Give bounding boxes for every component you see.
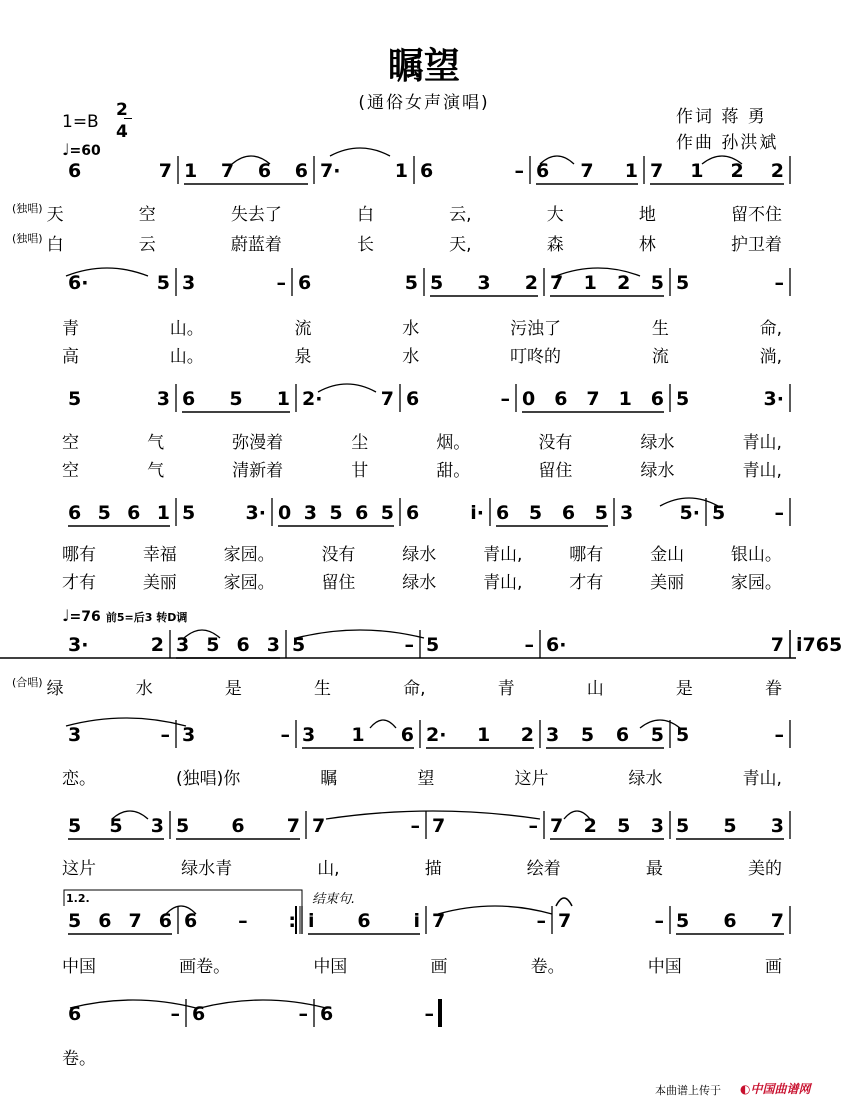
lyric-text: 青 山。 流 水 污浊了 生 命,: [62, 319, 782, 339]
measure-notes: 5 3·: [676, 388, 784, 410]
measure-notes: 6· 7: [546, 634, 784, 656]
measure-notes: 0 3 5 6 5: [278, 502, 394, 524]
slur: [166, 906, 196, 914]
measure-notes: 7 1 2 2: [650, 160, 784, 182]
lyric-text: 才有 美丽 家园。 留住 绿水 青山, 才有 美丽 家园。: [62, 573, 782, 593]
slur: [326, 811, 540, 819]
lyric-text: 空 气 清新着 甘 甜。 留住 绿水 青山,: [62, 461, 782, 481]
voice-tag: (合唱): [12, 676, 43, 689]
time-signature-top: 2: [116, 100, 128, 120]
measure-notes: 6 i·: [406, 502, 484, 524]
measure-notes: 3 5·: [620, 502, 700, 524]
measure-notes: 6 5 6 1: [68, 502, 170, 524]
measure-notes: 5 3: [68, 388, 170, 410]
measure-notes: 5 6 7 6: [68, 910, 172, 932]
slur: [66, 268, 148, 276]
lyric-text: 天 空 失去了 白 云, 大 地 留不住: [46, 205, 782, 225]
measure-notes: 3 5 6 5: [546, 724, 664, 746]
measure-notes: 7 –: [558, 910, 664, 932]
slur: [438, 906, 552, 914]
slur: [184, 630, 220, 638]
measure-notes: 6 5: [298, 272, 418, 294]
ending-label: 结束句.: [312, 892, 356, 907]
quarter-note-icon: ♩: [62, 606, 70, 625]
measure-notes: 5 5 3: [68, 815, 164, 837]
slur: [296, 630, 424, 638]
measure-notes: 7 –: [312, 815, 420, 837]
measure-notes: 6 5 1: [182, 388, 290, 410]
measure-notes: 6 –: [192, 1003, 308, 1025]
lyric-text: 高 山。 泉 水 叮咚的 流 淌,: [62, 347, 782, 367]
measure-notes: 0 6 7 1 6: [522, 388, 664, 410]
measure-notes: 7 –: [432, 815, 538, 837]
measure-notes: i 6 i: [308, 910, 420, 932]
logo-icon: ◐: [740, 1082, 751, 1096]
slur: [564, 811, 590, 819]
measure-notes: 3 1 6: [302, 724, 414, 746]
measure-notes: 3 5 6 3: [176, 634, 280, 656]
measure-notes: 5 6 7: [176, 815, 300, 837]
lyric-text: 哪有 幸福 家园。 没有 绿水 青山, 哪有 金山 银山。: [62, 545, 782, 565]
measure-notes: 6 –: [406, 388, 510, 410]
lyricist-credit: 作词 蒋 勇: [676, 107, 767, 127]
measure-notes: 3 –: [182, 724, 290, 746]
voice-tag: (独唱): [12, 232, 43, 245]
slur: [540, 156, 574, 164]
lyric-text: 中国 画卷。 中国 画 卷。 中国 画: [62, 957, 782, 977]
lyric-text: 卷。: [62, 1049, 96, 1069]
measure-notes: 6 –: [68, 1003, 180, 1025]
measure-notes: 5 –: [292, 634, 414, 656]
measure-notes: 7 –: [432, 910, 546, 932]
measure-notes: 5 6 7: [676, 910, 784, 932]
measure-notes: 5 –: [676, 272, 784, 294]
slur: [200, 1000, 326, 1008]
key-signature: 1=B: [62, 112, 99, 132]
slur: [370, 720, 396, 728]
song-subtitle: (通俗女声演唱): [358, 93, 490, 113]
measure-notes: 5 3 2: [430, 272, 538, 294]
lyric-text: 白 云 蔚蓝着 长 天, 森 林 护卫着: [46, 235, 782, 255]
composer-credit: 作曲 孙洪斌: [676, 133, 779, 153]
time-signature-bottom: 4: [116, 122, 128, 142]
song-title: 瞩望: [387, 46, 460, 87]
measure-notes: 6 7 1: [536, 160, 638, 182]
measure-notes: 6 –: [420, 160, 524, 182]
slur: [640, 720, 680, 728]
measure-notes: 6 – :: [184, 910, 296, 932]
footer-text: 本曲谱上传于: [655, 1084, 721, 1097]
tempo-2-value: =76: [69, 609, 101, 625]
measure-notes: 2· 1 2: [426, 724, 534, 746]
measure-notes: 5 –: [676, 724, 784, 746]
lyric-text: 恋。 (独唱)你 瞩 望 这片 绿水 青山,: [62, 769, 782, 789]
measure-notes: 5 3·: [182, 502, 266, 524]
slur: [556, 268, 640, 276]
measure-notes: 7 1 2 5: [550, 272, 664, 294]
lyric-text: 这片 绿水青 山, 描 绘着 最 美的: [62, 859, 782, 879]
measure-notes: 6 5 6 5: [496, 502, 608, 524]
lyric-text: 空 气 弥漫着 尘 烟。 没有 绿水 青山,: [62, 433, 782, 453]
fermata: [556, 898, 572, 906]
volta-bracket: [64, 890, 302, 906]
measure-notes: 6 7: [68, 160, 172, 182]
slur: [112, 811, 148, 819]
measure-notes: i 7 6 5: [796, 634, 843, 656]
measure-notes: 3 –: [182, 272, 286, 294]
tempo-1-value: =60: [69, 143, 101, 159]
slur: [660, 498, 718, 506]
slur: [66, 718, 186, 726]
measure-notes: 5 –: [426, 634, 534, 656]
volta-label: 1.2.: [66, 892, 90, 905]
measure-notes: 1 7 6 6: [184, 160, 308, 182]
slur: [330, 148, 390, 156]
site-logo: ◐中国曲谱网: [740, 1082, 811, 1096]
lyric-text: 绿 水 是 生 命, 青 山 是 眷: [46, 679, 782, 699]
slur: [318, 384, 376, 392]
voice-tag: (独唱): [12, 202, 43, 215]
measure-notes: 3· 2: [68, 634, 164, 656]
modulation-note: 前5=后3 转D调: [105, 611, 188, 624]
slur: [232, 156, 270, 164]
measure-notes: 6· 5: [68, 272, 170, 294]
measure-notes: 6 –: [320, 1003, 434, 1025]
slur: [702, 156, 742, 164]
measure-notes: 7 2 5 3: [550, 815, 664, 837]
measure-notes: 5 –: [712, 502, 784, 524]
measure-notes: 5 5 3: [676, 815, 784, 837]
measure-notes: 7· 1: [320, 160, 408, 182]
slur: [70, 1000, 196, 1008]
measure-notes: 2· 7: [302, 388, 394, 410]
measure-notes: 3 –: [68, 724, 170, 746]
quarter-note-icon: ♩: [62, 140, 70, 159]
